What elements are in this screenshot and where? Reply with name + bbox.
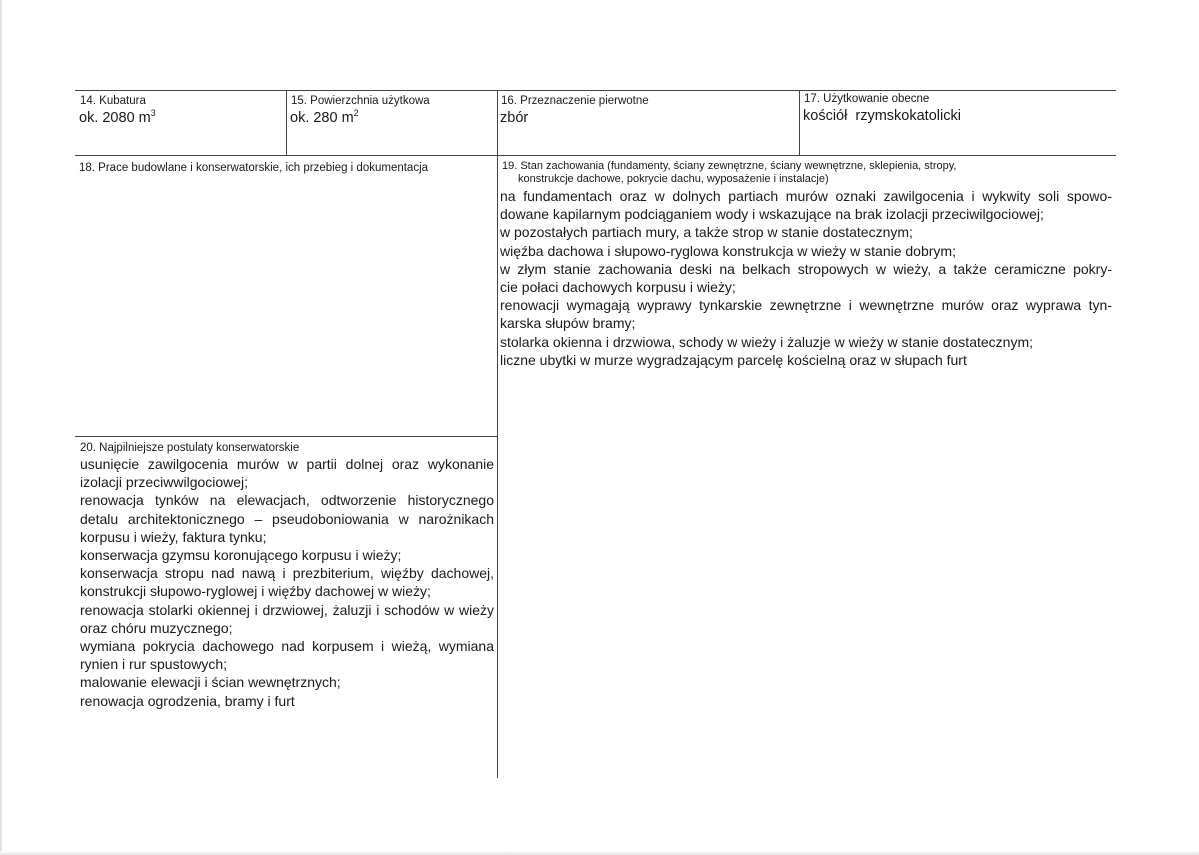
postulaty-label: 20. Najpilniejsze postulaty konserwatorskie xyxy=(80,442,300,454)
stan-label-line-2: konstrukcje dachowe, pokrycie dachu, wyposażenie i instalacje) xyxy=(518,173,829,185)
kubatura-value-text: ok. 2080 m xyxy=(79,110,151,126)
powierzchnia-value xyxy=(290,110,359,127)
table-top-border xyxy=(75,90,1116,91)
stan-line: liczne ubytki w murze wygradzającym parcelę kościelną oraz w słupach furt xyxy=(500,351,967,368)
powierzchnia-unit-exponent: 2 xyxy=(353,108,359,118)
postulaty-line: korpusu i wieży, faktura tynku; xyxy=(80,528,267,545)
powierzchnia-value-text: ok. 280 m xyxy=(290,110,354,126)
stan-line: w pozostałych partiach mury, a także strop w stanie dostatecznym; xyxy=(500,224,913,241)
postulaty-line: wymiana pokrycia dachowego nad korpusem i wieżą, wymiana xyxy=(80,638,494,655)
stan-label-line-1: 19. Stan zachowania (fundamenty, ściany zewnętrzne, ściany wewnętrzne, sklepienia, stropy, xyxy=(502,160,957,172)
page-edge-left xyxy=(0,0,3,855)
uzytkowanie-label: 17. Użytkowanie obecne xyxy=(804,93,930,105)
postulaty-line: renowacja stolarki okiennej i drzwiowej, żaluzji i schodów w wieży xyxy=(80,601,494,618)
kubatura-unit-exponent: 3 xyxy=(150,108,156,118)
stan-line: na fundamentach oraz w dolnych partiach murów oznaki zawilgocenia i wykwity soli spowo- xyxy=(500,188,1112,204)
row-divider-2 xyxy=(75,436,497,437)
postulaty-line: konserwacja stropu nad nawą i prezbiterium, więźby dachowej, xyxy=(80,565,494,582)
stan-line: stolarka okienna i drzwiowa, schody w wieży i żaluzje w wieży w stanie dostatecznym; xyxy=(500,333,1033,350)
col-divider-14-15 xyxy=(286,90,287,155)
postulaty-line: oraz chóru muzycznego; xyxy=(80,619,233,636)
stan-line: dowane kapilarnym podciąganiem wody i wskazujące na brak izolacji przeciwilgociowej; xyxy=(500,206,1044,223)
prace-label: 18. Prace budowlane i konserwatorskie, ich przebieg i dokumentacja xyxy=(79,162,429,174)
postulaty-text xyxy=(80,455,494,710)
postulaty-line: usunięcie zawilgocenia murów w partii dolnej oraz wykonanie xyxy=(80,456,494,472)
kubatura-value xyxy=(79,110,156,127)
stan-text xyxy=(500,187,1112,369)
postulaty-line: konstrukcji słupowo-ryglowej i więźby dachowej w wieży; xyxy=(80,583,431,600)
postulaty-line: detalu architektonicznego – pseudoboniowania w narożnikach xyxy=(80,510,494,527)
stan-line: renowacji wymagają wyprawy tynkarskie zewnętrzne i wewnętrzne murów oraz wyprawa tyn- xyxy=(500,297,1112,314)
przeznaczenie-value: zbór xyxy=(500,110,529,126)
stan-line: cie połaci dachowych korpusu i wieży; xyxy=(500,279,736,296)
postulaty-line: renowacja ogrodzenia, bramy i furt xyxy=(80,692,295,709)
uzytkowanie-value: kościół rzymskokatolicki xyxy=(803,108,961,124)
postulaty-line: renowacja tynków na elewacjach, odtworzenie historycznego xyxy=(80,492,494,509)
stan-line: karska słupów bramy; xyxy=(500,315,636,332)
przeznaczenie-label: 16. Przeznaczenie pierwotne xyxy=(501,95,649,107)
postulaty-line: rynien i rur spustowych; xyxy=(80,656,228,673)
postulaty-line: izolacji przeciwwilgociowej; xyxy=(80,474,249,491)
row-divider-1 xyxy=(75,155,1116,156)
stan-line: w złym stanie zachowania deski na belkach stropowych w wieży, a także ceramiczne pokry- xyxy=(500,260,1112,277)
col-divider-16-17 xyxy=(799,90,800,155)
stan-line: więźba dachowa i słupowo-ryglowa konstrukcja w wieży w stanie dobrym; xyxy=(500,242,956,259)
page-edge-bottom xyxy=(0,851,1199,855)
kubatura-label: 14. Kubatura xyxy=(80,95,146,107)
col-divider-main xyxy=(497,90,498,778)
powierzchnia-label: 15. Powierzchnia użytkowa xyxy=(291,95,430,107)
postulaty-line: konserwacja gzymsu koronującego korpusu i wieży; xyxy=(80,547,402,564)
postulaty-line: malowanie elewacji i ścian wewnętrznych; xyxy=(80,674,341,691)
